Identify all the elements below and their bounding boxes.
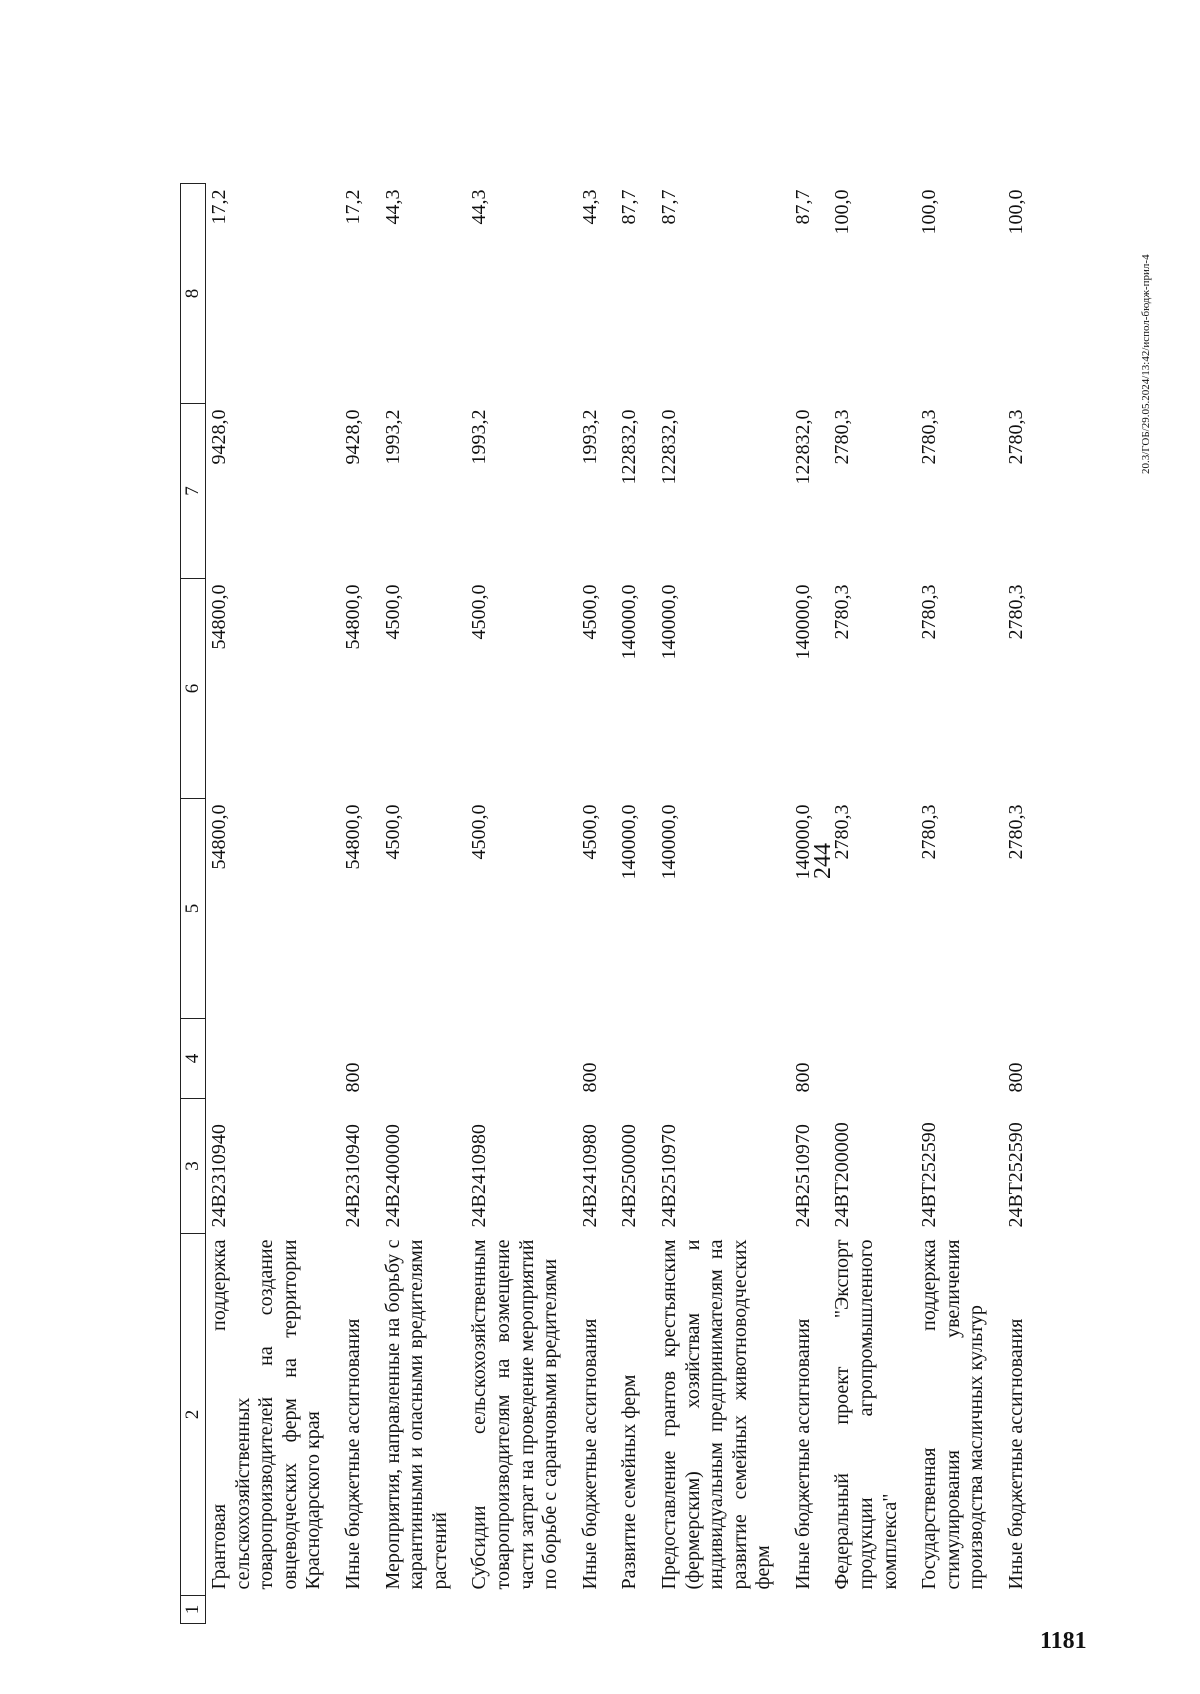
cell-v6: 2780,3 — [831, 584, 854, 640]
cell-v6: 54800,0 — [208, 584, 230, 650]
table-row — [829, 184, 916, 1624]
cell-v5: 54800,0 — [341, 804, 364, 870]
cell-v8: 87,7 — [791, 189, 814, 225]
cell-v5: 4500,0 — [381, 804, 404, 860]
cell-c1 — [1003, 1596, 1043, 1624]
cell-v8: 44,3 — [578, 189, 601, 225]
footer-code: 20.3/ГОБ/29.05.2024/13:42/испол-бюдж-прил-4 — [1140, 254, 1152, 474]
cell-code: 24В2510970 — [791, 1124, 814, 1228]
col-header: 7 — [181, 404, 206, 579]
cell-v6: 140000,0 — [618, 584, 641, 660]
cell-v6: 140000,0 — [791, 584, 814, 660]
cell-v5: 140000,0 — [657, 804, 680, 880]
cell-group — [916, 1019, 1003, 1099]
cell-v7: 122832,0 — [618, 409, 641, 485]
cell-code: 24ВТ252590 — [1005, 1122, 1028, 1228]
cell-v5: 140000,0 — [618, 804, 641, 880]
cell-v8: 100,0 — [1005, 189, 1028, 235]
cell-c1 — [577, 1596, 617, 1624]
cell-group: 800 — [791, 1062, 814, 1093]
cell-v7: 2780,3 — [918, 409, 941, 465]
cell-code: 24В2310940 — [208, 1124, 230, 1228]
table-row — [916, 184, 1003, 1624]
cell-v5: 54800,0 — [208, 804, 230, 870]
cell-v7: 1993,2 — [381, 409, 404, 465]
cell-v6: 2780,3 — [1005, 584, 1028, 640]
col-header: 6 — [181, 579, 206, 799]
cell-v7: 1993,2 — [578, 409, 601, 465]
table-row — [380, 184, 467, 1624]
cell-group: 800 — [1005, 1062, 1028, 1093]
cell-v7: 122832,0 — [791, 409, 814, 485]
cell-group — [380, 1019, 467, 1099]
cell-v5: 140000,0 — [791, 804, 814, 880]
col-header: 1 — [181, 1596, 206, 1624]
cell-v5: 2780,3 — [918, 804, 941, 860]
cell-code: 24ВТ200000 — [831, 1122, 854, 1228]
cell-code: 24В2400000 — [381, 1124, 404, 1228]
cell-name: Субсидии сельскохозяйственным товаропроизводителям на возмещение части затрат на проведение мероприятий по борьбе с саранчовыми вредителями — [468, 1239, 562, 1590]
cell-v7: 2780,3 — [1005, 409, 1028, 465]
cell-c1 — [380, 1596, 467, 1624]
cell-c1 — [340, 1596, 380, 1624]
cell-v8: 17,2 — [341, 189, 364, 225]
table-row — [340, 184, 380, 1624]
cell-code: 24В2410980 — [578, 1124, 601, 1228]
cell-c1 — [466, 1596, 576, 1624]
cell-code: 24В2500000 — [618, 1124, 641, 1228]
cell-name: Государственная поддержка стимулирования увеличения производства масличных культур — [918, 1239, 988, 1590]
col-header: 2 — [181, 1234, 206, 1596]
cell-code: 24В2510970 — [657, 1124, 680, 1228]
cell-c1 — [916, 1596, 1003, 1624]
cell-group — [656, 1019, 790, 1099]
cell-name: Иные бюджетные ассигнования — [791, 1318, 814, 1590]
cell-v7: 2780,3 — [831, 409, 854, 465]
cell-name: Федеральный проект "Экспорт продукции агропромышленного комплекса" — [831, 1239, 901, 1590]
cell-v6: 4500,0 — [468, 584, 491, 640]
table-row — [577, 184, 617, 1624]
cell-c1 — [206, 1596, 340, 1624]
cell-name: Мероприятия, направленные на борьбу с карантинными и опасными вредителями растений — [381, 1239, 451, 1590]
cell-group: 800 — [578, 1062, 601, 1093]
col-header: 8 — [181, 184, 206, 404]
cell-code: 24ВТ252590 — [918, 1122, 941, 1228]
cell-code: 24В2310940 — [341, 1124, 364, 1228]
cell-name: Грантовая поддержка сельскохозяйственных товаропроизводителей на создание овцеводческих ферм на территории Краснодарского края — [208, 1239, 325, 1590]
cell-group: 800 — [341, 1062, 364, 1093]
cell-c1 — [616, 1596, 656, 1624]
cell-group — [466, 1019, 576, 1099]
table-row — [616, 184, 656, 1624]
cell-v6: 4500,0 — [578, 584, 601, 640]
cell-v8: 87,7 — [618, 189, 641, 225]
col-header: 5 — [181, 799, 206, 1019]
cell-v5: 2780,3 — [831, 804, 854, 860]
cell-v5: 4500,0 — [468, 804, 491, 860]
cell-v6: 4500,0 — [381, 584, 404, 640]
cell-v5: 2780,3 — [1005, 804, 1028, 860]
table-row — [656, 184, 790, 1624]
cell-name: Развитие семейных ферм — [618, 1374, 641, 1590]
cell-group — [829, 1019, 916, 1099]
sheet-number: 1181 — [1040, 1628, 1087, 1654]
cell-c1 — [656, 1596, 790, 1624]
cell-name: Иные бюджетные ассигнования — [341, 1318, 364, 1590]
cell-v8: 87,7 — [657, 189, 680, 225]
page-number: 244 — [810, 843, 836, 879]
table-row — [206, 184, 340, 1624]
col-header: 3 — [181, 1099, 206, 1234]
cell-name: Иные бюджетные ассигнования — [1005, 1318, 1028, 1590]
cell-v8: 100,0 — [918, 189, 941, 235]
cell-v8: 100,0 — [831, 189, 854, 235]
cell-name: Предоставление грантов крестьянским (фермерским) хозяйствам и индивидуальным предпринимателям на развитие семейных животноводческих ферм — [657, 1239, 775, 1590]
cell-v7: 9428,0 — [341, 409, 364, 465]
cell-v7: 1993,2 — [468, 409, 491, 465]
cell-v7: 9428,0 — [208, 409, 230, 465]
cell-v6: 2780,3 — [918, 584, 941, 640]
cell-group — [616, 1019, 656, 1099]
cell-c1 — [790, 1596, 830, 1624]
cell-v6: 54800,0 — [341, 584, 364, 650]
cell-v6: 140000,0 — [657, 584, 680, 660]
cell-group — [206, 1019, 340, 1099]
cell-name: Иные бюджетные ассигнования — [578, 1318, 601, 1590]
table-row — [1003, 184, 1043, 1624]
cell-v8: 44,3 — [468, 189, 491, 225]
budget-table — [180, 183, 1043, 1624]
cell-v5: 4500,0 — [578, 804, 601, 860]
cell-c1 — [829, 1596, 916, 1624]
cell-v8: 44,3 — [381, 189, 404, 225]
col-header: 4 — [181, 1019, 206, 1099]
table-row — [466, 184, 576, 1624]
cell-v7: 122832,0 — [657, 409, 680, 485]
cell-v8: 17,2 — [208, 189, 230, 225]
cell-code: 24В2410980 — [468, 1124, 491, 1228]
header-row — [181, 184, 206, 1624]
table-row — [790, 184, 830, 1624]
